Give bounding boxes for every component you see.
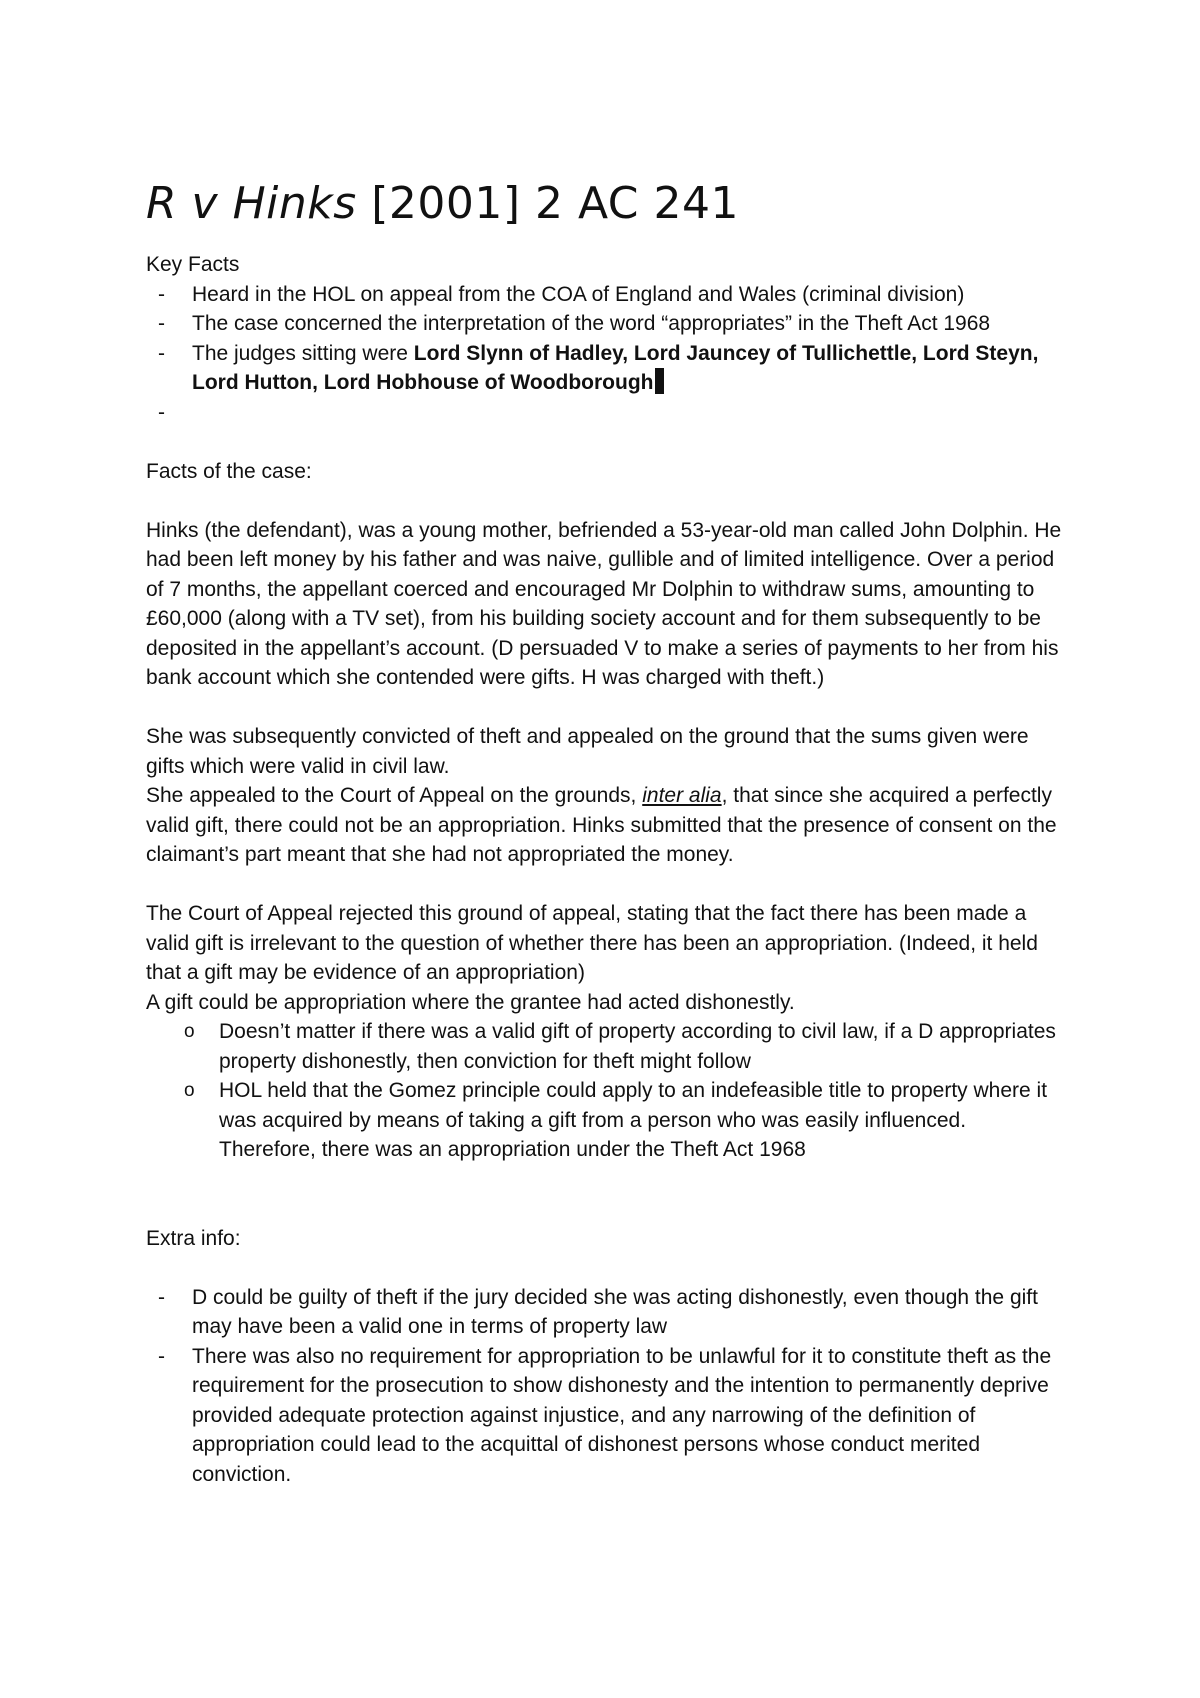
dash-bullet: -: [158, 341, 165, 365]
extra-info-list: [146, 1283, 1066, 1490]
facts-heading: Facts of the case:: [146, 459, 312, 483]
list-item: [146, 1076, 1066, 1165]
judges-names: Lord Slynn of Hadley, Lord Jauncey of Tullichettle, Lord Steyn, Lord Hutton, Lord Hobhouse of Woodborough: [192, 341, 1039, 394]
case-name: R v Hinks: [146, 178, 357, 229]
list-item: [146, 1342, 1066, 1490]
facts-paragraph-5: A gift could be appropriation where the grantee had acted dishonestly.: [146, 990, 795, 1014]
document-page: [146, 178, 1066, 1489]
case-title: [146, 178, 1066, 230]
case-citation: [2001] 2 AC 241: [371, 178, 739, 229]
para3-text-b: , that since she acquired a perfectly valid gift, there could not be an appropriation. Hinks submitted that the presence of consent on the claimant’s part meant that she had not appropriated the money.: [146, 784, 1057, 866]
list-item: [146, 339, 1066, 398]
list-item-text: Heard in the HOL on appeal from the COA of England and Wales (criminal division): [192, 282, 965, 306]
para3-text-a: She appealed to the Court of Appeal on the grounds,: [146, 784, 643, 807]
inter-alia-term: inter alia: [642, 784, 722, 807]
circle-bullet: o: [184, 1021, 195, 1042]
facts-paragraph-1: Hinks (the defendant), was a young mother, befriended a 53-year-old man called John Dolphin. He had been left money by his father and was naive, gullible and of limited intelligence. Over a period of 7 months, the appellant coerced and encouraged Mr Dolphin to withdraw sums, amounting to £60,000 (along with a TV set), from his building society account and for them subsequently to be deposited in the appellant’s account. (D persuaded V to make a series of payments to her from his bank account which she contended were gifts. H was charged with theft.): [146, 518, 1062, 689]
list-item-empty: [146, 398, 1066, 428]
dash-bullet: -: [158, 400, 165, 424]
sub-bullet-list: [146, 1017, 1066, 1165]
list-item-text: There was also no requirement for appropriation to be unlawful for it to constitute theft as the requirement for the prosecution to show dishonesty and the intention to permanently deprive provided adequate protection against injustice, and any narrowing of the definition of appropriation could lead to the acquittal of dishonest persons whose conduct merited conviction.: [192, 1344, 1052, 1486]
extra-info-heading: Extra info:: [146, 1226, 241, 1250]
list-item-text: Doesn’t matter if there was a valid gift of property according to civil law, if a D appropriates property dishonestly, then conviction for theft might follow: [219, 1020, 1056, 1073]
dash-bullet: -: [158, 1285, 165, 1309]
list-item-text: The case concerned the interpretation of the word “appropriates” in the Theft Act 1968: [192, 312, 991, 335]
key-facts-list: [146, 280, 1066, 428]
list-item-text: HOL held that the Gomez principle could apply to an indefeasible title to property where it was acquired by means of taking a gift from a person who was easily influenced. Therefore, there was an appropriation under the Theft Act 1968: [219, 1079, 1048, 1161]
list-item: [146, 1017, 1066, 1076]
text-cursor: [655, 368, 664, 394]
dash-bullet: -: [158, 312, 165, 335]
circle-bullet: o: [184, 1080, 195, 1101]
facts-paragraph-2: She was subsequently convicted of theft and appealed on the ground that the sums given were gifts which were valid in civil law.: [146, 725, 1029, 778]
list-item: [146, 309, 1066, 339]
list-item-text: D could be guilty of theft if the jury decided she was acting dishonestly, even though the gift may have been a valid one in terms of property law: [192, 1285, 1038, 1338]
dash-bullet: -: [158, 1344, 165, 1368]
list-item: [146, 1283, 1066, 1342]
facts-paragraph-4: The Court of Appeal rejected this ground of appeal, stating that the fact there has been made a valid gift is irrelevant to the question of whether there has been an appropriation. (Indeed, it held that a gift may be evidence of an appropriation): [146, 902, 1038, 984]
key-facts-heading: Key Facts: [146, 253, 240, 276]
list-item: [146, 280, 1066, 310]
dash-bullet: -: [158, 282, 165, 306]
facts-paragraph-3: [146, 781, 1066, 870]
judges-prefix: The judges sitting were: [192, 341, 414, 365]
